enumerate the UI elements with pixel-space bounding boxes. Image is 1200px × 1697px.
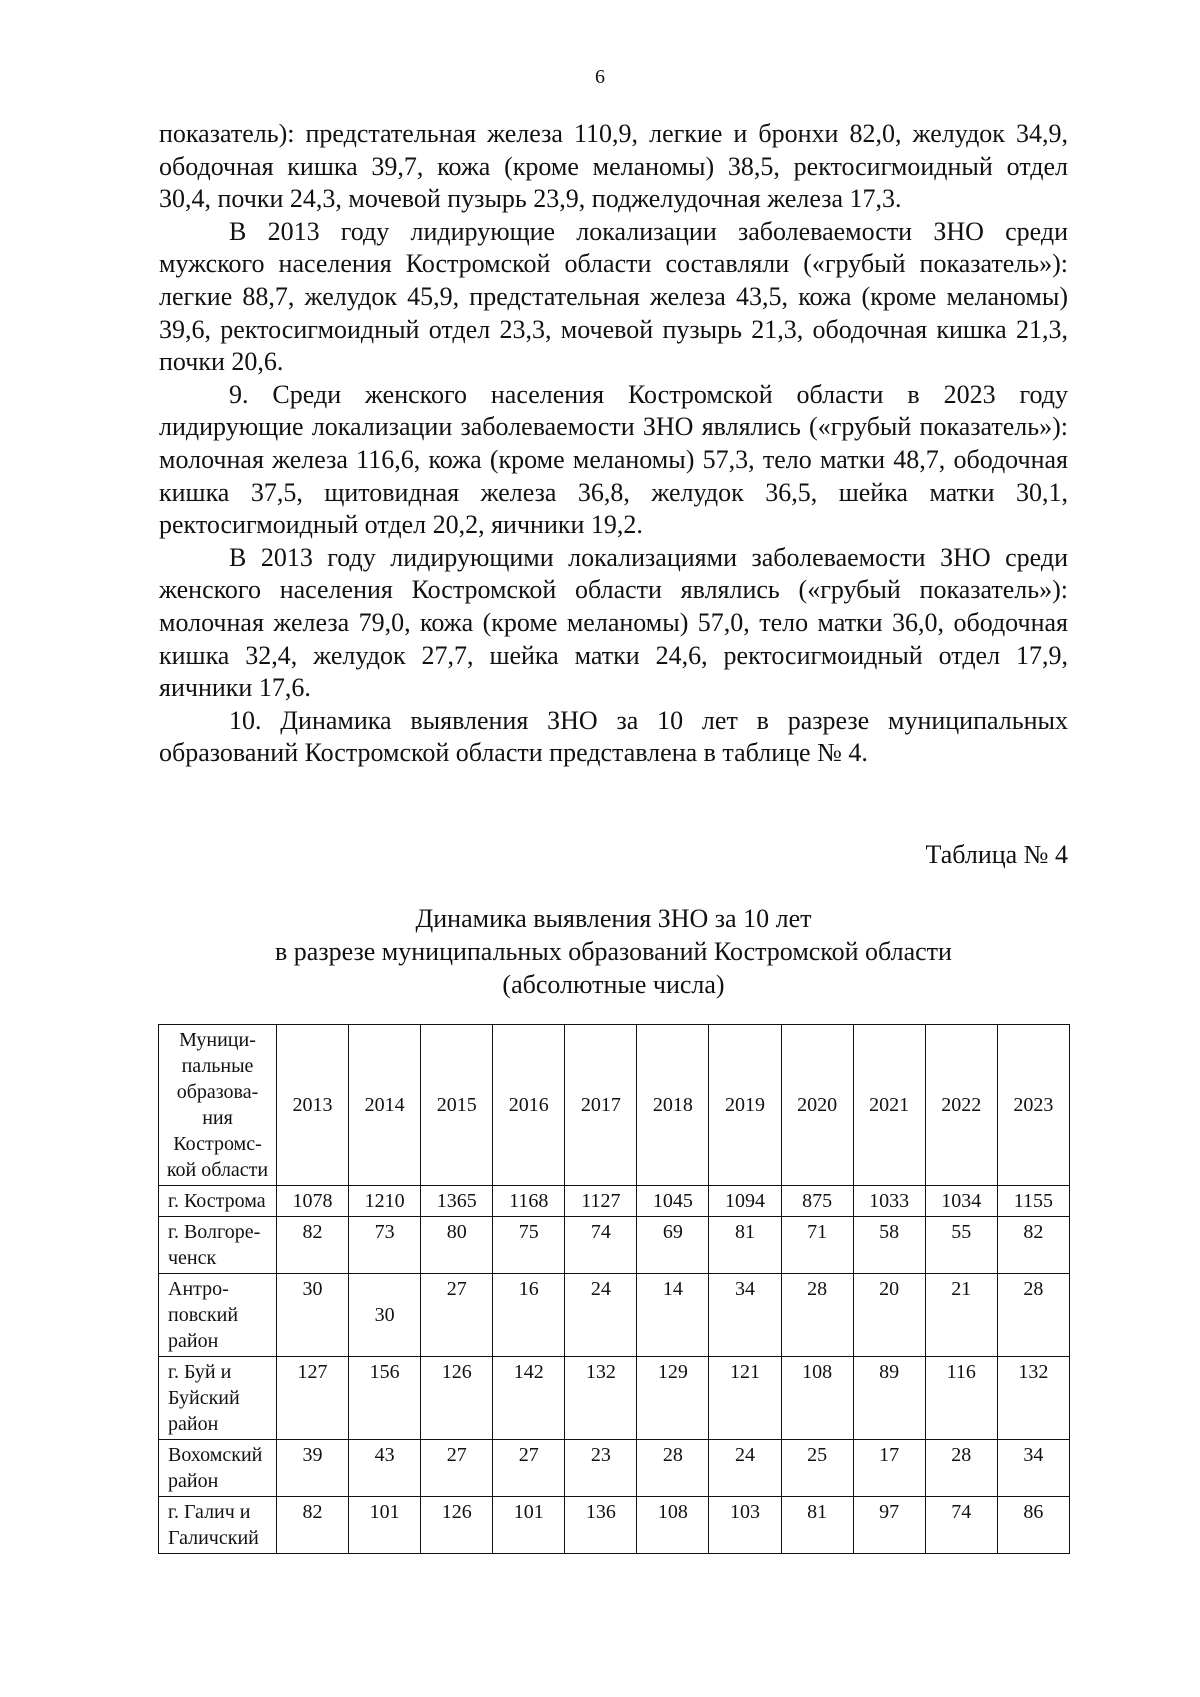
table-cell: 74 (565, 1217, 637, 1274)
table-cell: 82 (277, 1497, 349, 1554)
table-cell: 20 (853, 1274, 925, 1357)
table-cell: 129 (637, 1357, 709, 1440)
municipality-name: г. Волгоре-ченск (159, 1217, 277, 1274)
table-cell: 81 (709, 1217, 781, 1274)
table-cell: 80 (421, 1217, 493, 1274)
table-cell: 1033 (853, 1186, 925, 1217)
municipality-name: Антро-повский район (159, 1274, 277, 1357)
table-cell: 55 (925, 1217, 997, 1274)
municipality-name: г. Буй и Буйский район (159, 1357, 277, 1440)
table-cell: 27 (421, 1440, 493, 1497)
table-cell: 1127 (565, 1186, 637, 1217)
paragraph-3: 9. Среди женского населения Костромской области в 2023 году лидирующие локализации заболеваемости ЗНО являлись («грубый показатель»): молочная железа 116,6, кожа (кроме меланомы) 57,3, тело матки 48,7, ободочная кишка 37,5, щитовидная железа 36,8, желудок 36,5, шейка матки 30,1, ректосигмоидный отдел 20,2, яичники 19,2. (159, 379, 1068, 540)
table-cell: 34 (709, 1274, 781, 1357)
header-year: 2017 (565, 1025, 637, 1186)
paragraph-1: показатель): предстательная железа 110,9, легкие и бронхи 82,0, желудок 34,9, ободочная кишка 39,7, кожа (кроме меланомы) 38,5, ректосигмоидный отдел 30,4, почки 24,3, мочевой пузырь 23,9, поджелудочная железа 17,3. (159, 119, 1068, 214)
table-cell: 127 (277, 1357, 349, 1440)
table-cell: 89 (853, 1357, 925, 1440)
table-cell: 21 (925, 1274, 997, 1357)
table-cell: 39 (277, 1440, 349, 1497)
table-cell: 14 (637, 1274, 709, 1357)
table-row (159, 1217, 1070, 1274)
table-cell: 108 (781, 1357, 853, 1440)
paragraph-2: В 2013 году лидирующие локализации заболеваемости ЗНО среди мужского населения Костромской области составляли («грубый показатель»): легкие 88,7, желудок 45,9, предстательная железа 43,5, кожа (кроме меланомы) 39,6, ректосигмоидный отдел 23,3, мочевой пузырь 21,3, ободочная кишка 21,3, почки 20,6. (159, 216, 1068, 377)
header-year: 2014 (349, 1025, 421, 1186)
table-cell: 1155 (997, 1186, 1069, 1217)
header-year: 2022 (925, 1025, 997, 1186)
table-cell: 1168 (493, 1186, 565, 1217)
table-cell: 1034 (925, 1186, 997, 1217)
table-cell: 25 (781, 1440, 853, 1497)
table-cell: 75 (493, 1217, 565, 1274)
table-cell: 116 (925, 1357, 997, 1440)
table-cell: 82 (277, 1217, 349, 1274)
table-cell: 23 (565, 1440, 637, 1497)
table-cell: 132 (565, 1357, 637, 1440)
table-cell: 27 (493, 1440, 565, 1497)
table-cell: 24 (709, 1440, 781, 1497)
table-cell: 28 (637, 1440, 709, 1497)
table-row (159, 1274, 1070, 1357)
header-year: 2013 (277, 1025, 349, 1186)
table-cell: 27 (421, 1274, 493, 1357)
table-caption (159, 902, 1068, 1001)
paragraph-4: В 2013 году лидирующими локализациями заболеваемости ЗНО среди женского населения Костромской области являлись («грубый показатель»): молочная железа 79,0, кожа (кроме меланомы) 57,0, тело матки 36,0, ободочная кишка 32,4, желудок 27,7, шейка матки 24,6, ректосигмоидный отдел 17,9, яичники 17,6. (159, 542, 1068, 703)
table-cell: 875 (781, 1186, 853, 1217)
page-number: 6 (595, 66, 605, 88)
table-cell: 28 (781, 1274, 853, 1357)
municipal-incidence-table (158, 1024, 1070, 1554)
table-cell: 136 (565, 1497, 637, 1554)
table-cell (349, 1274, 421, 1357)
paragraph-5: 10. Динамика выявления ЗНО за 10 лет в разрезе муниципальных образований Костромской области представлена в таблице № 4. (159, 705, 1068, 768)
table-cell: 101 (349, 1497, 421, 1554)
table-cell: 132 (997, 1357, 1069, 1440)
table-cell: 16 (493, 1274, 565, 1357)
header-year: 2016 (493, 1025, 565, 1186)
table-cell: 97 (853, 1497, 925, 1554)
table-label: Таблица № 4 (925, 840, 1068, 869)
table-row (159, 1497, 1070, 1554)
body-text (159, 118, 1068, 770)
table-cell: 86 (997, 1497, 1069, 1554)
table-cell: 69 (637, 1217, 709, 1274)
table-cell: 1210 (349, 1186, 421, 1217)
table-cell: 28 (997, 1274, 1069, 1357)
caption-line-1: Динамика выявления ЗНО за 10 лет (415, 904, 812, 933)
table-row (159, 1357, 1070, 1440)
table-cell: 81 (781, 1497, 853, 1554)
table-header-row (159, 1025, 1070, 1186)
table-row (159, 1440, 1070, 1497)
table-cell: 126 (421, 1497, 493, 1554)
table-cell: 82 (997, 1217, 1069, 1274)
municipality-name: Вохомский район (159, 1440, 277, 1497)
table-cell: 103 (709, 1497, 781, 1554)
table-cell: 142 (493, 1357, 565, 1440)
municipality-name: г. Галич и Галичский (159, 1497, 277, 1554)
municipality-name: г. Кострома (159, 1186, 277, 1217)
header-year: 2021 (853, 1025, 925, 1186)
table-cell: 121 (709, 1357, 781, 1440)
table-cell: 34 (997, 1440, 1069, 1497)
header-year: 2015 (421, 1025, 493, 1186)
table-cell: 58 (853, 1217, 925, 1274)
header-year: 2023 (997, 1025, 1069, 1186)
table-cell: 1094 (709, 1186, 781, 1217)
header-year: 2019 (709, 1025, 781, 1186)
table-cell: 71 (781, 1217, 853, 1274)
table-cell-value: 30 (374, 1304, 395, 1326)
header-year: 2018 (637, 1025, 709, 1186)
table-cell: 1045 (637, 1186, 709, 1217)
table-cell: 101 (493, 1497, 565, 1554)
table-cell: 43 (349, 1440, 421, 1497)
table-cell: 1078 (277, 1186, 349, 1217)
table-cell: 108 (637, 1497, 709, 1554)
table-cell: 156 (349, 1357, 421, 1440)
table-cell: 28 (925, 1440, 997, 1497)
table-cell: 73 (349, 1217, 421, 1274)
table-cell: 24 (565, 1274, 637, 1357)
caption-line-2: в разрезе муниципальных образований Костромской области (275, 937, 952, 966)
caption-line-3: (абсолютные числа) (502, 970, 725, 999)
header-municipality: Муници-пальные образова-ния Костромс-кой области (159, 1025, 277, 1186)
table-cell: 1365 (421, 1186, 493, 1217)
table-cell: 30 (277, 1274, 349, 1357)
table-row (159, 1186, 1070, 1217)
table-cell: 74 (925, 1497, 997, 1554)
header-year: 2020 (781, 1025, 853, 1186)
table-cell: 17 (853, 1440, 925, 1497)
table-cell: 126 (421, 1357, 493, 1440)
